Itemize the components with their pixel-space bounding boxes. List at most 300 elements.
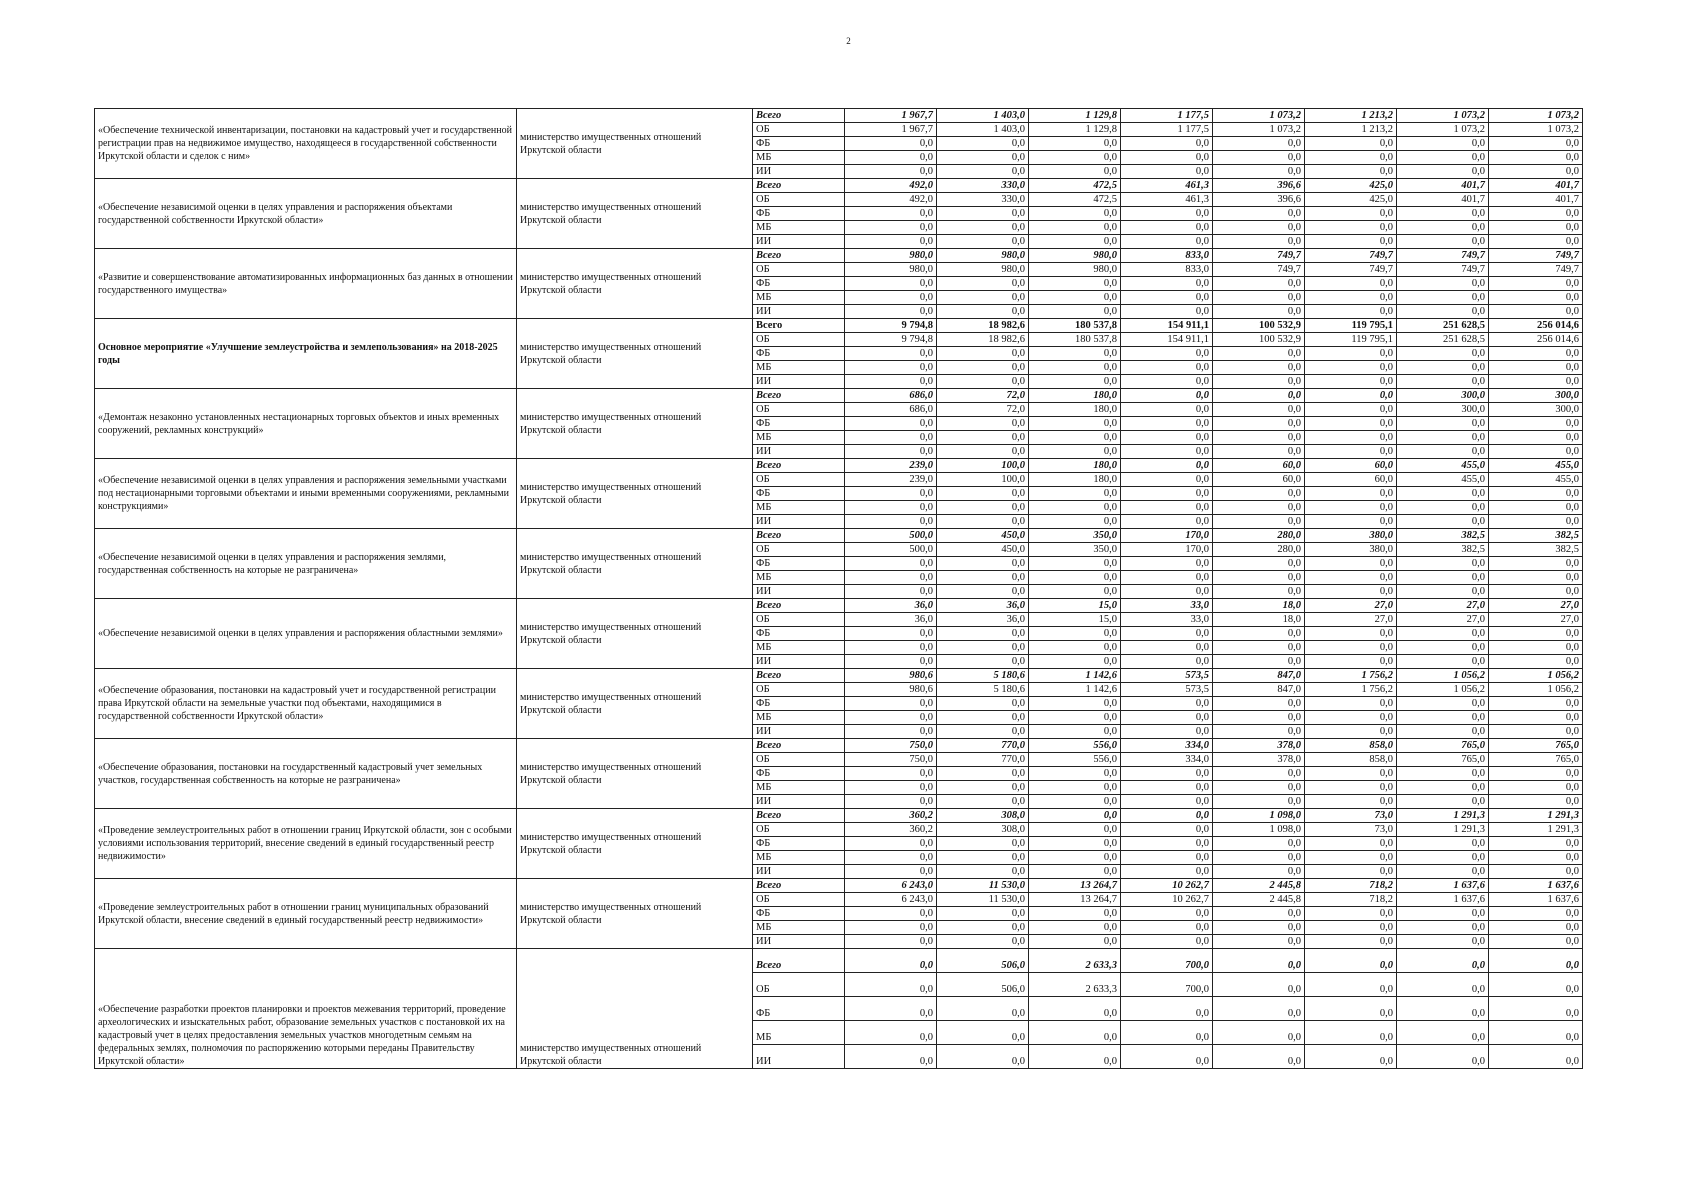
amount-cell: 980,6 bbox=[845, 683, 937, 697]
amount-cell: 0,0 bbox=[1397, 165, 1489, 179]
amount-cell: 0,0 bbox=[937, 725, 1029, 739]
amount-cell: 506,0 bbox=[937, 973, 1029, 997]
amount-cell: 0,0 bbox=[1213, 655, 1305, 669]
funding-source: ОБ bbox=[753, 823, 845, 837]
responsible-executor: министерство имущественных отношений Иркутской области bbox=[517, 109, 753, 179]
amount-cell: 0,0 bbox=[1213, 627, 1305, 641]
amount-cell: 1 129,8 bbox=[1029, 123, 1121, 137]
amount-cell: 0,0 bbox=[1397, 1021, 1489, 1045]
amount-cell: 27,0 bbox=[1489, 599, 1583, 613]
amount-cell: 0,0 bbox=[1489, 361, 1583, 375]
amount-cell: 100 532,9 bbox=[1213, 333, 1305, 347]
amount-cell: 718,2 bbox=[1305, 879, 1397, 893]
amount-cell: 0,0 bbox=[845, 1045, 937, 1069]
amount-cell: 0,0 bbox=[1305, 907, 1397, 921]
amount-cell: 455,0 bbox=[1397, 473, 1489, 487]
amount-cell: 0,0 bbox=[937, 571, 1029, 585]
amount-cell: 0,0 bbox=[937, 697, 1029, 711]
amount-cell: 0,0 bbox=[1121, 305, 1213, 319]
amount-cell: 0,0 bbox=[1029, 137, 1121, 151]
amount-cell: 0,0 bbox=[1121, 641, 1213, 655]
amount-cell: 0,0 bbox=[1397, 221, 1489, 235]
amount-cell: 765,0 bbox=[1489, 739, 1583, 753]
amount-cell: 0,0 bbox=[937, 165, 1029, 179]
responsible-executor: министерство имущественных отношений Иркутской области bbox=[517, 389, 753, 459]
amount-cell: 0,0 bbox=[1489, 557, 1583, 571]
amount-cell: 0,0 bbox=[1121, 501, 1213, 515]
amount-cell: 0,0 bbox=[1397, 431, 1489, 445]
amount-cell: 1 056,2 bbox=[1489, 683, 1583, 697]
amount-cell: 450,0 bbox=[937, 543, 1029, 557]
amount-cell: 0,0 bbox=[1029, 445, 1121, 459]
amount-cell: 0,0 bbox=[937, 501, 1029, 515]
amount-cell: 0,0 bbox=[937, 235, 1029, 249]
amount-cell: 0,0 bbox=[845, 151, 937, 165]
amount-cell: 9 794,8 bbox=[845, 333, 937, 347]
amount-cell: 18,0 bbox=[1213, 613, 1305, 627]
amount-cell: 2 445,8 bbox=[1213, 893, 1305, 907]
amount-cell: 0,0 bbox=[1397, 151, 1489, 165]
funding-source: МБ bbox=[753, 361, 845, 375]
amount-cell: 0,0 bbox=[1029, 837, 1121, 851]
amount-cell: 750,0 bbox=[845, 739, 937, 753]
amount-cell: 0,0 bbox=[1213, 305, 1305, 319]
amount-cell: 9 794,8 bbox=[845, 319, 937, 333]
amount-cell: 119 795,1 bbox=[1305, 319, 1397, 333]
amount-cell: 0,0 bbox=[1397, 361, 1489, 375]
amount-cell: 0,0 bbox=[1305, 795, 1397, 809]
amount-cell: 0,0 bbox=[1029, 711, 1121, 725]
amount-cell: 0,0 bbox=[937, 291, 1029, 305]
amount-cell: 15,0 bbox=[1029, 613, 1121, 627]
amount-cell: 0,0 bbox=[1213, 571, 1305, 585]
amount-cell: 0,0 bbox=[1121, 1021, 1213, 1045]
amount-cell: 256 014,6 bbox=[1489, 319, 1583, 333]
amount-cell: 0,0 bbox=[937, 935, 1029, 949]
funding-source: МБ bbox=[753, 571, 845, 585]
amount-cell: 33,0 bbox=[1121, 613, 1213, 627]
funding-source: МБ bbox=[753, 221, 845, 235]
amount-cell: 0,0 bbox=[1305, 487, 1397, 501]
amount-cell: 0,0 bbox=[1305, 165, 1397, 179]
amount-cell: 0,0 bbox=[1305, 781, 1397, 795]
funding-source: ФБ bbox=[753, 627, 845, 641]
measure-description: «Проведение землеустроительных работ в отношении границ муниципальных образований Иркутской области, внесение сведений в единый государственный реестр недвижимости» bbox=[95, 879, 517, 949]
amount-cell: 0,0 bbox=[1029, 641, 1121, 655]
amount-cell: 0,0 bbox=[845, 851, 937, 865]
table-row-total bbox=[95, 529, 1583, 543]
amount-cell: 0,0 bbox=[1397, 973, 1489, 997]
funding-source: ФБ bbox=[753, 137, 845, 151]
table-row-total bbox=[95, 669, 1583, 683]
amount-cell: 0,0 bbox=[845, 557, 937, 571]
amount-cell: 0,0 bbox=[1121, 137, 1213, 151]
amount-cell: 154 911,1 bbox=[1121, 333, 1213, 347]
amount-cell: 0,0 bbox=[1213, 865, 1305, 879]
amount-cell: 36,0 bbox=[937, 613, 1029, 627]
amount-cell: 0,0 bbox=[1029, 417, 1121, 431]
funding-source: МБ bbox=[753, 851, 845, 865]
amount-cell: 700,0 bbox=[1121, 949, 1213, 973]
amount-cell: 0,0 bbox=[1213, 235, 1305, 249]
amount-cell: 1 403,0 bbox=[937, 109, 1029, 123]
amount-cell: 425,0 bbox=[1305, 179, 1397, 193]
amount-cell: 0,0 bbox=[845, 361, 937, 375]
amount-cell: 833,0 bbox=[1121, 263, 1213, 277]
amount-cell: 10 262,7 bbox=[1121, 879, 1213, 893]
amount-cell: 0,0 bbox=[1305, 1021, 1397, 1045]
amount-cell: 0,0 bbox=[937, 655, 1029, 669]
amount-cell: 0,0 bbox=[1397, 571, 1489, 585]
amount-cell: 0,0 bbox=[1213, 221, 1305, 235]
amount-cell: 980,0 bbox=[845, 263, 937, 277]
measure-description: «Обеспечение независимой оценки в целях управления и распоряжения земельными участками под нестационарными торговыми объектами и иными временными сооружениями, рекламными конструкциями» bbox=[95, 459, 517, 529]
funding-source: МБ bbox=[753, 1021, 845, 1045]
funding-source: ФБ bbox=[753, 347, 845, 361]
amount-cell: 0,0 bbox=[937, 431, 1029, 445]
amount-cell: 13 264,7 bbox=[1029, 893, 1121, 907]
amount-cell: 0,0 bbox=[937, 515, 1029, 529]
amount-cell: 0,0 bbox=[1213, 347, 1305, 361]
amount-cell: 0,0 bbox=[845, 949, 937, 973]
budget-table-sheet bbox=[94, 108, 1582, 1069]
amount-cell: 18 982,6 bbox=[937, 333, 1029, 347]
funding-source: МБ bbox=[753, 501, 845, 515]
amount-cell: 0,0 bbox=[1121, 417, 1213, 431]
amount-cell: 5 180,6 bbox=[937, 683, 1029, 697]
amount-cell: 0,0 bbox=[1121, 459, 1213, 473]
amount-cell: 1 967,7 bbox=[845, 123, 937, 137]
funding-source: ИИ bbox=[753, 1045, 845, 1069]
amount-cell: 0,0 bbox=[1305, 417, 1397, 431]
amount-cell: 0,0 bbox=[1213, 697, 1305, 711]
amount-cell: 1 756,2 bbox=[1305, 683, 1397, 697]
amount-cell: 27,0 bbox=[1305, 599, 1397, 613]
amount-cell: 119 795,1 bbox=[1305, 333, 1397, 347]
amount-cell: 750,0 bbox=[845, 753, 937, 767]
amount-cell: 0,0 bbox=[1029, 997, 1121, 1021]
amount-cell: 0,0 bbox=[1029, 809, 1121, 823]
amount-cell: 847,0 bbox=[1213, 669, 1305, 683]
amount-cell: 0,0 bbox=[1489, 487, 1583, 501]
responsible-executor: министерство имущественных отношений Иркутской области bbox=[517, 809, 753, 879]
amount-cell: 0,0 bbox=[1121, 151, 1213, 165]
amount-cell: 0,0 bbox=[937, 417, 1029, 431]
amount-cell: 10 262,7 bbox=[1121, 893, 1213, 907]
amount-cell: 0,0 bbox=[1489, 347, 1583, 361]
amount-cell: 0,0 bbox=[1305, 711, 1397, 725]
funding-source: ФБ bbox=[753, 697, 845, 711]
funding-source: ФБ bbox=[753, 997, 845, 1021]
amount-cell: 0,0 bbox=[1305, 277, 1397, 291]
amount-cell: 450,0 bbox=[937, 529, 1029, 543]
funding-source: ФБ bbox=[753, 417, 845, 431]
amount-cell: 0,0 bbox=[937, 641, 1029, 655]
responsible-executor: министерство имущественных отношений Иркутской области bbox=[517, 249, 753, 319]
amount-cell: 0,0 bbox=[937, 851, 1029, 865]
amount-cell: 300,0 bbox=[1489, 403, 1583, 417]
amount-cell: 280,0 bbox=[1213, 543, 1305, 557]
amount-cell: 0,0 bbox=[1397, 865, 1489, 879]
amount-cell: 0,0 bbox=[1397, 655, 1489, 669]
amount-cell: 0,0 bbox=[1213, 137, 1305, 151]
amount-cell: 154 911,1 bbox=[1121, 319, 1213, 333]
amount-cell: 0,0 bbox=[1213, 165, 1305, 179]
table-row-total bbox=[95, 739, 1583, 753]
amount-cell: 0,0 bbox=[845, 347, 937, 361]
amount-cell: 0,0 bbox=[1397, 997, 1489, 1021]
amount-cell: 1 142,6 bbox=[1029, 683, 1121, 697]
funding-source: ИИ bbox=[753, 235, 845, 249]
amount-cell: 0,0 bbox=[1489, 431, 1583, 445]
amount-cell: 556,0 bbox=[1029, 739, 1121, 753]
amount-cell: 0,0 bbox=[1121, 781, 1213, 795]
amount-cell: 0,0 bbox=[1397, 907, 1489, 921]
amount-cell: 0,0 bbox=[1305, 627, 1397, 641]
amount-cell: 0,0 bbox=[1029, 781, 1121, 795]
amount-cell: 0,0 bbox=[937, 277, 1029, 291]
amount-cell: 0,0 bbox=[1305, 585, 1397, 599]
amount-cell: 0,0 bbox=[937, 557, 1029, 571]
amount-cell: 0,0 bbox=[1029, 907, 1121, 921]
funding-source: ИИ bbox=[753, 165, 845, 179]
table-row-total bbox=[95, 249, 1583, 263]
amount-cell: 0,0 bbox=[1029, 557, 1121, 571]
amount-cell: 0,0 bbox=[1305, 1045, 1397, 1069]
amount-cell: 0,0 bbox=[1213, 291, 1305, 305]
amount-cell: 765,0 bbox=[1397, 753, 1489, 767]
responsible-executor: министерство имущественных отношений Иркутской области bbox=[517, 459, 753, 529]
amount-cell: 1 056,2 bbox=[1397, 669, 1489, 683]
amount-cell: 180,0 bbox=[1029, 459, 1121, 473]
amount-cell: 0,0 bbox=[937, 305, 1029, 319]
measure-description: «Демонтаж незаконно установленных нестационарных торговых объектов и иных временных сооружений, рекламных конструкций» bbox=[95, 389, 517, 459]
amount-cell: 0,0 bbox=[1489, 277, 1583, 291]
amount-cell: 0,0 bbox=[1397, 305, 1489, 319]
amount-cell: 0,0 bbox=[1213, 277, 1305, 291]
amount-cell: 0,0 bbox=[1121, 627, 1213, 641]
amount-cell: 573,5 bbox=[1121, 669, 1213, 683]
amount-cell: 0,0 bbox=[1213, 375, 1305, 389]
amount-cell: 858,0 bbox=[1305, 739, 1397, 753]
amount-cell: 0,0 bbox=[1029, 851, 1121, 865]
amount-cell: 18 982,6 bbox=[937, 319, 1029, 333]
amount-cell: 0,0 bbox=[937, 921, 1029, 935]
amount-cell: 72,0 bbox=[937, 403, 1029, 417]
amount-cell: 1 073,2 bbox=[1213, 123, 1305, 137]
amount-cell: 0,0 bbox=[1305, 571, 1397, 585]
amount-cell: 401,7 bbox=[1489, 179, 1583, 193]
funding-source: ИИ bbox=[753, 375, 845, 389]
amount-cell: 0,0 bbox=[1121, 837, 1213, 851]
amount-cell: 0,0 bbox=[1121, 907, 1213, 921]
amount-cell: 0,0 bbox=[1397, 557, 1489, 571]
amount-cell: 0,0 bbox=[1305, 515, 1397, 529]
amount-cell: 73,0 bbox=[1305, 823, 1397, 837]
amount-cell: 0,0 bbox=[1397, 515, 1489, 529]
amount-cell: 0,0 bbox=[1029, 277, 1121, 291]
amount-cell: 0,0 bbox=[1489, 417, 1583, 431]
amount-cell: 0,0 bbox=[845, 487, 937, 501]
amount-cell: 251 628,5 bbox=[1397, 319, 1489, 333]
table-row-total bbox=[95, 809, 1583, 823]
amount-cell: 1 098,0 bbox=[1213, 823, 1305, 837]
funding-source: Всего bbox=[753, 389, 845, 403]
funding-source: ИИ bbox=[753, 935, 845, 949]
funding-source: ОБ bbox=[753, 193, 845, 207]
amount-cell: 0,0 bbox=[1213, 151, 1305, 165]
amount-cell: 5 180,6 bbox=[937, 669, 1029, 683]
amount-cell: 980,0 bbox=[937, 263, 1029, 277]
amount-cell: 0,0 bbox=[1213, 207, 1305, 221]
amount-cell: 0,0 bbox=[1397, 1045, 1489, 1069]
amount-cell: 0,0 bbox=[1305, 137, 1397, 151]
funding-source: ФБ bbox=[753, 277, 845, 291]
amount-cell: 0,0 bbox=[1489, 851, 1583, 865]
amount-cell: 0,0 bbox=[1029, 207, 1121, 221]
amount-cell: 0,0 bbox=[1305, 235, 1397, 249]
amount-cell: 0,0 bbox=[1029, 515, 1121, 529]
amount-cell: 60,0 bbox=[1305, 459, 1397, 473]
amount-cell: 0,0 bbox=[1305, 501, 1397, 515]
amount-cell: 0,0 bbox=[1029, 347, 1121, 361]
amount-cell: 0,0 bbox=[1397, 291, 1489, 305]
amount-cell: 6 243,0 bbox=[845, 879, 937, 893]
amount-cell: 0,0 bbox=[1029, 935, 1121, 949]
amount-cell: 0,0 bbox=[1213, 949, 1305, 973]
amount-cell: 718,2 bbox=[1305, 893, 1397, 907]
amount-cell: 0,0 bbox=[1213, 837, 1305, 851]
table-row-total bbox=[95, 459, 1583, 473]
amount-cell: 0,0 bbox=[1305, 767, 1397, 781]
amount-cell: 0,0 bbox=[1213, 851, 1305, 865]
amount-cell: 0,0 bbox=[1489, 711, 1583, 725]
amount-cell: 0,0 bbox=[1121, 571, 1213, 585]
amount-cell: 765,0 bbox=[1397, 739, 1489, 753]
amount-cell: 0,0 bbox=[1121, 795, 1213, 809]
amount-cell: 0,0 bbox=[1121, 221, 1213, 235]
amount-cell: 472,5 bbox=[1029, 179, 1121, 193]
amount-cell: 0,0 bbox=[1489, 655, 1583, 669]
amount-cell: 980,0 bbox=[937, 249, 1029, 263]
amount-cell: 765,0 bbox=[1489, 753, 1583, 767]
funding-source: ФБ bbox=[753, 907, 845, 921]
amount-cell: 0,0 bbox=[937, 781, 1029, 795]
funding-source: ФБ bbox=[753, 767, 845, 781]
amount-cell: 0,0 bbox=[1397, 795, 1489, 809]
amount-cell: 0,0 bbox=[1397, 935, 1489, 949]
amount-cell: 13 264,7 bbox=[1029, 879, 1121, 893]
amount-cell: 0,0 bbox=[845, 445, 937, 459]
amount-cell: 27,0 bbox=[1397, 599, 1489, 613]
amount-cell: 0,0 bbox=[845, 305, 937, 319]
funding-source: ОБ bbox=[753, 403, 845, 417]
amount-cell: 0,0 bbox=[845, 973, 937, 997]
amount-cell: 749,7 bbox=[1489, 263, 1583, 277]
funding-source: ИИ bbox=[753, 305, 845, 319]
amount-cell: 1 056,2 bbox=[1489, 669, 1583, 683]
amount-cell: 27,0 bbox=[1305, 613, 1397, 627]
amount-cell: 0,0 bbox=[1121, 557, 1213, 571]
amount-cell: 330,0 bbox=[937, 193, 1029, 207]
amount-cell: 308,0 bbox=[937, 823, 1029, 837]
funding-source: Всего bbox=[753, 459, 845, 473]
amount-cell: 0,0 bbox=[937, 585, 1029, 599]
amount-cell: 0,0 bbox=[1489, 235, 1583, 249]
amount-cell: 0,0 bbox=[1121, 585, 1213, 599]
amount-cell: 0,0 bbox=[1121, 725, 1213, 739]
amount-cell: 0,0 bbox=[1029, 767, 1121, 781]
amount-cell: 0,0 bbox=[1121, 865, 1213, 879]
funding-source: ОБ bbox=[753, 753, 845, 767]
amount-cell: 980,0 bbox=[1029, 263, 1121, 277]
amount-cell: 0,0 bbox=[1305, 557, 1397, 571]
amount-cell: 60,0 bbox=[1213, 473, 1305, 487]
responsible-executor: министерство имущественных отношений Иркутской области bbox=[517, 599, 753, 669]
amount-cell: 330,0 bbox=[937, 179, 1029, 193]
funding-source: Всего bbox=[753, 319, 845, 333]
amount-cell: 0,0 bbox=[1489, 501, 1583, 515]
amount-cell: 0,0 bbox=[845, 1021, 937, 1045]
amount-cell: 0,0 bbox=[845, 515, 937, 529]
amount-cell: 0,0 bbox=[1489, 515, 1583, 529]
amount-cell: 0,0 bbox=[845, 697, 937, 711]
amount-cell: 0,0 bbox=[1305, 697, 1397, 711]
amount-cell: 0,0 bbox=[1029, 235, 1121, 249]
amount-cell: 0,0 bbox=[1121, 473, 1213, 487]
amount-cell: 770,0 bbox=[937, 739, 1029, 753]
amount-cell: 1 213,2 bbox=[1305, 123, 1397, 137]
amount-cell: 0,0 bbox=[1489, 921, 1583, 935]
amount-cell: 0,0 bbox=[1305, 347, 1397, 361]
funding-source: ФБ bbox=[753, 557, 845, 571]
amount-cell: 0,0 bbox=[1489, 837, 1583, 851]
amount-cell: 0,0 bbox=[1489, 137, 1583, 151]
amount-cell: 0,0 bbox=[1029, 165, 1121, 179]
amount-cell: 300,0 bbox=[1397, 389, 1489, 403]
amount-cell: 749,7 bbox=[1397, 249, 1489, 263]
table-row-total bbox=[95, 179, 1583, 193]
amount-cell: 980,0 bbox=[1029, 249, 1121, 263]
amount-cell: 455,0 bbox=[1397, 459, 1489, 473]
amount-cell: 0,0 bbox=[937, 907, 1029, 921]
amount-cell: 0,0 bbox=[1305, 445, 1397, 459]
amount-cell: 180 537,8 bbox=[1029, 333, 1121, 347]
amount-cell: 0,0 bbox=[1305, 997, 1397, 1021]
amount-cell: 15,0 bbox=[1029, 599, 1121, 613]
amount-cell: 0,0 bbox=[937, 361, 1029, 375]
funding-source: Всего bbox=[753, 949, 845, 973]
amount-cell: 0,0 bbox=[1121, 809, 1213, 823]
amount-cell: 1 073,2 bbox=[1489, 109, 1583, 123]
amount-cell: 0,0 bbox=[1213, 997, 1305, 1021]
amount-cell: 0,0 bbox=[1397, 487, 1489, 501]
amount-cell: 0,0 bbox=[1305, 431, 1397, 445]
amount-cell: 0,0 bbox=[1213, 935, 1305, 949]
amount-cell: 100,0 bbox=[937, 473, 1029, 487]
amount-cell: 833,0 bbox=[1121, 249, 1213, 263]
responsible-executor: министерство имущественных отношений Иркутской области bbox=[517, 949, 753, 1069]
funding-source: Всего bbox=[753, 109, 845, 123]
amount-cell: 0,0 bbox=[1121, 823, 1213, 837]
responsible-executor: министерство имущественных отношений Иркутской области bbox=[517, 319, 753, 389]
amount-cell: 0,0 bbox=[845, 837, 937, 851]
amount-cell: 0,0 bbox=[1029, 697, 1121, 711]
amount-cell: 0,0 bbox=[1489, 949, 1583, 973]
amount-cell: 749,7 bbox=[1305, 263, 1397, 277]
funding-source: ИИ bbox=[753, 725, 845, 739]
amount-cell: 0,0 bbox=[845, 221, 937, 235]
